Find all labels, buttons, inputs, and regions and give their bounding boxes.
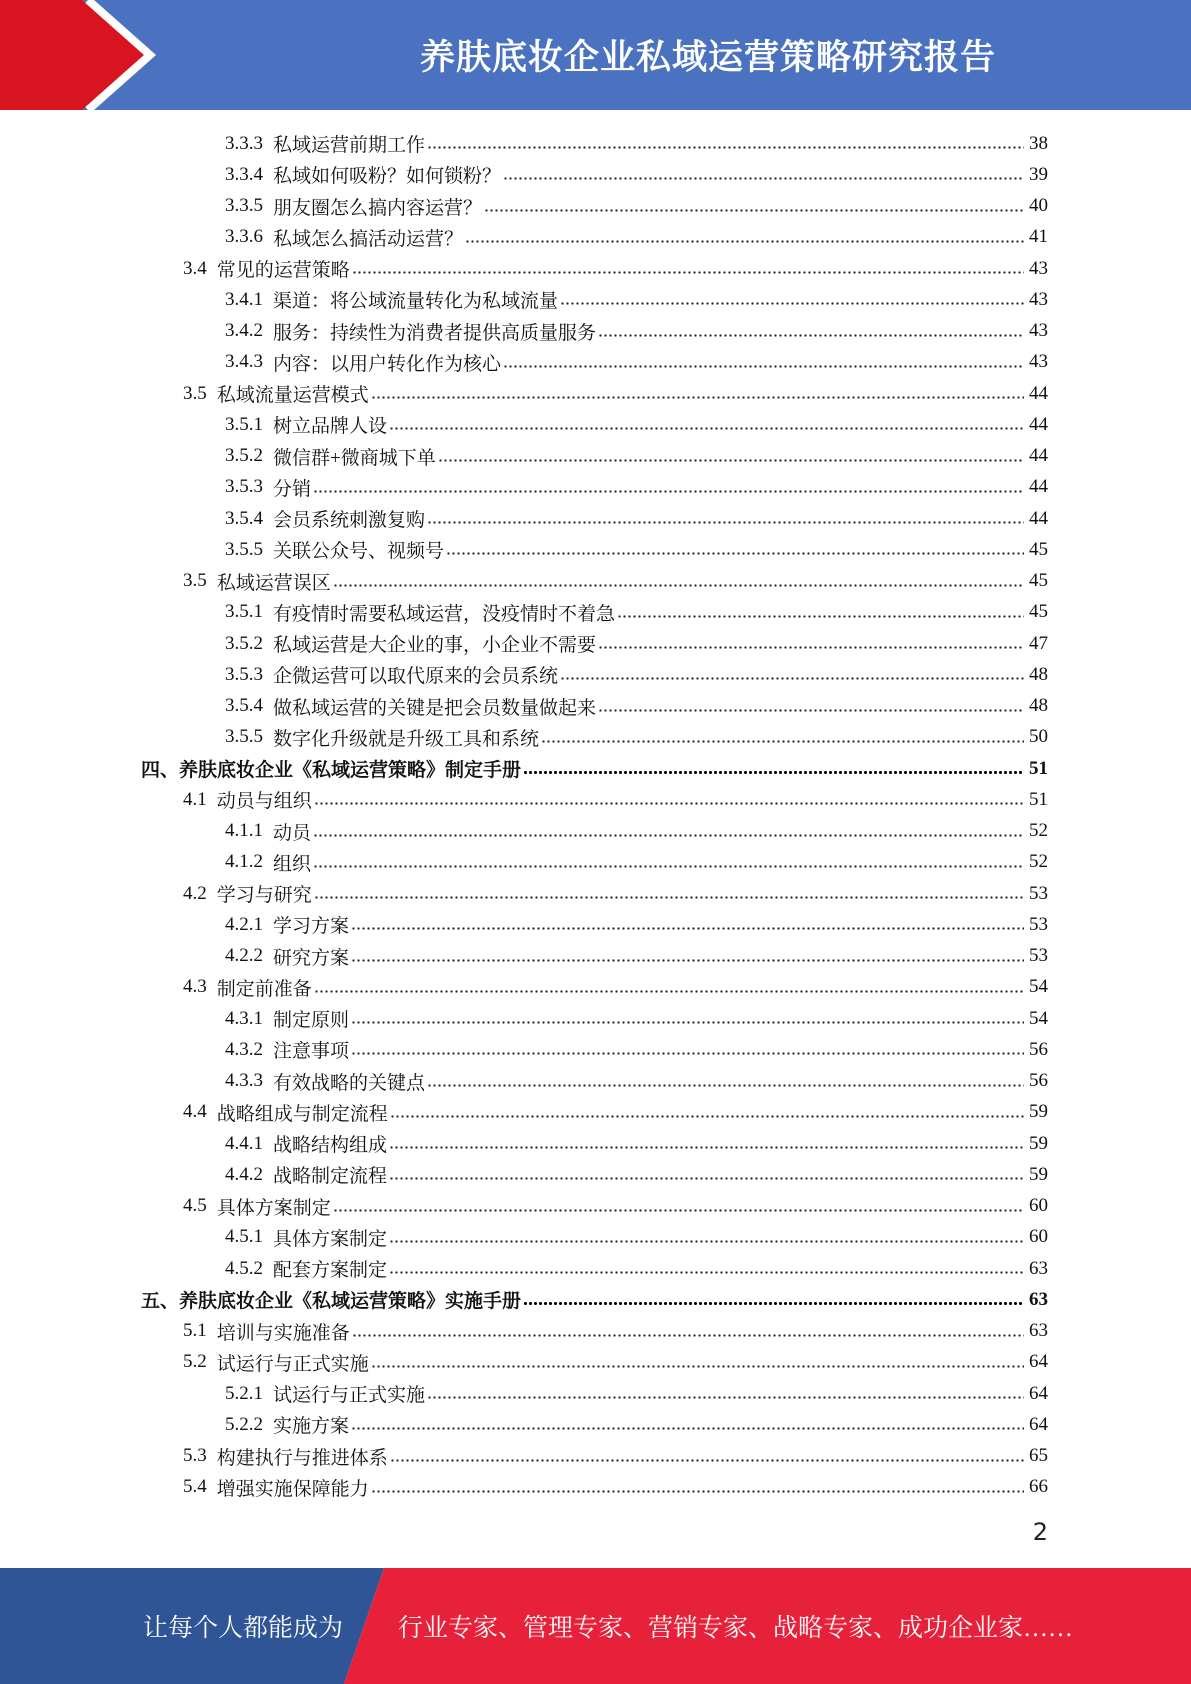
toc-entry-number: 3.5.2 <box>225 632 263 654</box>
toc-entry[interactable] <box>225 316 1048 347</box>
toc-entry-title: 战略组成与制定流程 <box>216 1103 388 1125</box>
toc-entry-title: 试运行与正式实施 <box>216 1353 369 1375</box>
page-number: 2 <box>1032 1518 1048 1546</box>
toc-entry-title: 学习与研究 <box>216 885 312 906</box>
toc-entry-title: 动员 <box>273 822 312 844</box>
footer-slogan-left: 让每个人都能成为 <box>143 1615 344 1642</box>
toc-dot-leader <box>371 395 1024 400</box>
toc-entry-title: 内容：以用户转化作为核心 <box>273 353 502 375</box>
toc-entry[interactable] <box>225 534 1048 565</box>
toc-entry[interactable] <box>225 347 1048 378</box>
toc-entry-number: 4.3.2 <box>225 1038 263 1060</box>
toc-entry-number: 5.3 <box>183 1445 207 1466</box>
toc-entry[interactable] <box>225 284 1048 315</box>
toc-dot-leader <box>313 864 1024 869</box>
toc-entry-number: 3.3.5 <box>225 195 263 216</box>
toc-page-ref: 63 <box>1029 1257 1048 1279</box>
toc-page-ref: 41 <box>1029 226 1048 248</box>
toc-entry-number: 3.4.3 <box>225 351 263 373</box>
toc-entry[interactable] <box>225 628 1048 659</box>
toc-entry-number: 5.1 <box>183 1320 207 1341</box>
toc-entry[interactable] <box>183 1347 1048 1378</box>
toc-dot-leader <box>598 708 1024 713</box>
toc-page-ref: 65 <box>1029 1445 1048 1466</box>
toc-page-ref: 54 <box>1029 1007 1048 1029</box>
toc-entry-title: 有效战略的关键点 <box>273 1072 426 1094</box>
toc-entry-number: 4.1.2 <box>225 851 263 873</box>
toc-entry-number: 4.4.2 <box>225 1163 263 1185</box>
toc-dot-leader <box>351 1051 1024 1056</box>
toc-entry-title: 关联公众号、视频号 <box>273 541 445 563</box>
toc-page-ref: 40 <box>1029 195 1048 216</box>
toc-entry-number: 3.3.4 <box>225 163 263 185</box>
toc-entry-title: 试运行与正式实施 <box>273 1385 426 1406</box>
toc-page-ref: 52 <box>1029 820 1048 841</box>
toc-entry-title: 树立品牌人设 <box>273 416 388 438</box>
toc-page-ref: 45 <box>1029 570 1048 591</box>
toc-entry-number: 3.5.2 <box>225 445 263 466</box>
toc-entry-title: 注意事项 <box>273 1041 350 1063</box>
toc-page-ref: 44 <box>1029 413 1048 435</box>
toc-entry[interactable] <box>225 659 1048 690</box>
toc-entry-title: 会员系统刺激复购 <box>273 510 426 531</box>
page-header <box>0 0 1191 110</box>
toc-entry-title: 朋友圈怎么搞内容运营？ <box>273 197 483 219</box>
toc-entry-number: 4.2 <box>183 882 207 904</box>
toc-dot-leader <box>314 989 1024 994</box>
toc-page-ref: 56 <box>1029 1070 1048 1091</box>
toc-dot-leader <box>427 520 1024 525</box>
toc-page-ref: 60 <box>1029 1195 1048 1216</box>
toc-page-ref: 63 <box>1029 1320 1048 1341</box>
toc-entry[interactable] <box>225 128 1048 159</box>
toc-entry-title: 具体方案制定 <box>273 1228 388 1250</box>
toc-entry-number: 4.2.1 <box>225 913 263 935</box>
toc-entry[interactable] <box>225 222 1048 253</box>
toc-page-ref: 44 <box>1029 445 1048 466</box>
toc-entry[interactable] <box>225 722 1048 753</box>
toc-entry-number: 3.5 <box>183 382 207 404</box>
toc-dot-leader <box>438 458 1024 463</box>
toc-entry-number: 4.2.2 <box>225 945 263 966</box>
toc-page-ref: 51 <box>1029 757 1048 779</box>
toc-dot-leader <box>351 958 1024 963</box>
toc-chapter-entry[interactable] <box>141 753 1048 784</box>
toc-page-ref: 48 <box>1029 695 1048 716</box>
toc-entry-title: 渠道：将公域流量转化为私域流量 <box>273 291 559 313</box>
toc-page-ref: 47 <box>1029 632 1048 654</box>
toc-dot-leader <box>523 770 1024 775</box>
toc-entry-number: 3.5.4 <box>225 695 263 716</box>
toc-entry-title: 私域运营前期工作 <box>273 135 426 156</box>
toc-page-ref: 59 <box>1029 1132 1048 1154</box>
toc-dot-leader <box>389 1176 1024 1181</box>
toc-entry-title: 实施方案 <box>273 1416 350 1438</box>
toc-page-ref: 39 <box>1029 163 1048 185</box>
toc-dot-leader <box>314 895 1024 900</box>
toc-dot-leader <box>560 676 1024 681</box>
toc-entry-number: 4.1 <box>183 788 207 810</box>
toc-entry-title: 做私域运营的关键是把会员数量做起来 <box>273 697 597 719</box>
toc-page-ref: 45 <box>1029 538 1048 560</box>
toc-entry-title: 五、养肤底妆企业《私域运营策略》实施手册 <box>141 1291 522 1313</box>
toc-page-ref: 64 <box>1029 1413 1048 1435</box>
toc-entry[interactable] <box>183 1191 1048 1222</box>
toc-entry[interactable] <box>225 1378 1048 1409</box>
toc-dot-leader <box>352 270 1024 275</box>
toc-entry-number: 5.2 <box>183 1351 207 1373</box>
toc-entry-title: 常见的运营策略 <box>216 260 350 281</box>
toc-entry-title: 组织 <box>273 853 312 875</box>
toc-dot-leader <box>598 333 1024 338</box>
toc-dot-leader <box>427 1083 1024 1088</box>
toc-entry-number: 4.3 <box>183 976 207 998</box>
toc-chapter-entry[interactable] <box>141 1284 1048 1315</box>
toc-entry[interactable] <box>183 878 1048 909</box>
toc-entry[interactable] <box>183 1472 1048 1503</box>
toc-entry[interactable] <box>225 1222 1048 1253</box>
toc-page-ref: 43 <box>1029 257 1048 279</box>
toc-page-ref: 43 <box>1029 288 1048 310</box>
toc-dot-leader <box>389 426 1024 431</box>
toc-entry-title: 学习方案 <box>273 916 350 938</box>
toc-page-ref: 63 <box>1029 1288 1048 1310</box>
toc-entry[interactable] <box>225 816 1048 847</box>
toc-entry-number: 3.5.3 <box>225 476 263 498</box>
page-footer <box>0 1568 1191 1684</box>
toc-page-ref: 64 <box>1029 1351 1048 1373</box>
toc-page-ref: 53 <box>1029 913 1048 935</box>
toc-page-ref: 53 <box>1029 945 1048 966</box>
toc-entry-title: 四、养肤底妆企业《私域运营策略》制定手册 <box>141 760 522 781</box>
toc-dot-leader <box>351 926 1024 931</box>
toc-entry-title: 分销 <box>273 478 312 500</box>
toc-entry-number: 5.4 <box>183 1476 207 1498</box>
toc-page-ref: 45 <box>1029 601 1048 623</box>
toc-dot-leader <box>465 239 1024 244</box>
toc-entry[interactable] <box>225 1128 1048 1159</box>
toc-entry[interactable] <box>183 972 1048 1003</box>
toc-entry-number: 3.5.3 <box>225 663 263 685</box>
toc-page-ref: 44 <box>1029 476 1048 498</box>
toc-dot-leader <box>390 1114 1024 1119</box>
toc-entry-title: 构建执行与推进体系 <box>216 1447 388 1469</box>
toc-dot-leader <box>503 176 1024 181</box>
toc-entry-title: 有疫情时需要私域运营，没疫情时不着急 <box>273 603 616 625</box>
toc-entry-number: 4.5.1 <box>225 1226 263 1248</box>
toc-page-ref: 56 <box>1029 1038 1048 1060</box>
toc-dot-leader <box>371 1489 1024 1494</box>
toc-entry-title: 具体方案制定 <box>216 1197 331 1219</box>
toc-dot-leader <box>523 1301 1024 1306</box>
toc-page-ref: 44 <box>1029 382 1048 404</box>
toc-entry-title: 研究方案 <box>273 947 350 969</box>
toc-entry-number: 4.5 <box>183 1195 207 1216</box>
toc-entry[interactable] <box>225 441 1048 472</box>
toc-page-ref: 64 <box>1029 1382 1048 1404</box>
toc-entry-title: 动员与组织 <box>216 791 312 813</box>
toc-entry-number: 4.1.1 <box>225 820 263 841</box>
toc-dot-leader <box>333 1208 1024 1213</box>
toc-dot-leader <box>598 645 1024 650</box>
toc-entry-title: 服务：持续性为消费者提供高质量服务 <box>273 322 597 344</box>
toc-page-ref: 59 <box>1029 1163 1048 1185</box>
toc-entry-title: 战略制定流程 <box>273 1166 388 1188</box>
toc-entry[interactable] <box>225 503 1048 534</box>
toc-entry-title: 企微运营可以取代原来的会员系统 <box>273 666 559 688</box>
toc-entry[interactable] <box>183 1097 1048 1128</box>
toc-dot-leader <box>446 551 1024 556</box>
toc-entry[interactable] <box>183 378 1048 409</box>
footer-slogan-right: 行业专家、管理专家、营销专家、战略专家、成功企业家…… <box>398 1615 1074 1642</box>
toc-dot-leader <box>389 1270 1024 1275</box>
toc-entry-number: 3.3.3 <box>225 132 263 154</box>
toc-entry[interactable] <box>225 1034 1048 1065</box>
toc-entry-title: 私域运营是大企业的事，小企业不需要 <box>273 635 597 656</box>
toc-dot-leader <box>390 1458 1024 1463</box>
toc-page-ref: 53 <box>1029 882 1048 904</box>
toc-entry-title: 私域如何吸粉？如何锁粉？ <box>273 166 502 188</box>
toc-page-ref: 59 <box>1029 1101 1048 1123</box>
toc-page-ref: 50 <box>1029 726 1048 748</box>
toc-page-ref: 38 <box>1029 132 1048 154</box>
toc-entry-title: 私域运营误区 <box>216 572 331 594</box>
toc-dot-leader <box>389 1145 1024 1150</box>
toc-entry[interactable] <box>225 159 1048 190</box>
toc-entry-number: 3.5.5 <box>225 726 263 748</box>
toc-entry-number: 4.3.3 <box>225 1070 263 1091</box>
toc-entry-number: 4.4 <box>183 1101 207 1123</box>
toc-entry-number: 4.4.1 <box>225 1132 263 1154</box>
toc-page-ref: 54 <box>1029 976 1048 998</box>
toc-page-ref: 66 <box>1029 1476 1048 1498</box>
toc-entry-title: 增强实施保障能力 <box>216 1478 369 1500</box>
toc-entry-title: 制定前准备 <box>216 978 312 1000</box>
toc-entry[interactable] <box>183 1441 1048 1472</box>
toc-page-ref: 60 <box>1029 1226 1048 1248</box>
toc-page-ref: 43 <box>1029 351 1048 373</box>
toc-dot-leader <box>313 489 1024 494</box>
toc-entry[interactable] <box>183 566 1048 597</box>
toc-entry[interactable] <box>225 1066 1048 1097</box>
toc-page-ref: 43 <box>1029 320 1048 341</box>
toc-entry[interactable] <box>225 1253 1048 1284</box>
toc-entry-number: 4.3.1 <box>225 1007 263 1029</box>
toc-entry[interactable] <box>225 472 1048 503</box>
toc-entry-number: 3.5.5 <box>225 538 263 560</box>
toc-entry-number: 3.5.1 <box>225 413 263 435</box>
toc-entry-number: 5.2.2 <box>225 1413 263 1435</box>
toc-entry-title: 培训与实施准备 <box>216 1322 350 1344</box>
toc-entry-title: 数字化升级就是升级工具和系统 <box>273 728 540 750</box>
toc-entry-title: 私域怎么搞活动运营？ <box>273 228 464 250</box>
toc-dot-leader <box>313 833 1024 838</box>
toc-entry-number: 3.4 <box>183 257 207 279</box>
toc-entry[interactable] <box>183 1316 1048 1347</box>
toc-entry[interactable] <box>225 847 1048 878</box>
toc-entry[interactable] <box>225 909 1048 940</box>
toc-dot-leader <box>541 739 1024 744</box>
toc-entry[interactable] <box>225 691 1048 722</box>
toc-dot-leader <box>503 364 1024 369</box>
toc-entry-number: 3.5 <box>183 570 207 591</box>
toc-entry-number: 3.4.2 <box>225 320 263 341</box>
toc-dot-leader <box>371 1364 1024 1369</box>
toc-entry[interactable] <box>225 1409 1048 1440</box>
toc-dot-leader <box>314 801 1024 806</box>
toc-entry[interactable] <box>225 1003 1048 1034</box>
document-title: 养肤底妆企业私域运营策略研究报告 <box>419 38 996 78</box>
toc-dot-leader <box>617 614 1024 619</box>
toc-entry[interactable] <box>225 941 1048 972</box>
toc-dot-leader <box>352 1333 1024 1338</box>
toc-entry-number: 3.4.1 <box>225 288 263 310</box>
toc-entry[interactable] <box>225 1159 1048 1190</box>
toc-entry-title: 私域流量运营模式 <box>216 385 369 406</box>
toc-dot-leader <box>560 301 1024 306</box>
toc-entry-number: 3.3.6 <box>225 226 263 248</box>
toc-dot-leader <box>389 1239 1024 1244</box>
toc-page-ref: 52 <box>1029 851 1048 873</box>
toc-entry-title: 制定原则 <box>273 1010 350 1031</box>
toc-entry-title: 战略结构组成 <box>273 1135 388 1156</box>
toc-dot-leader <box>484 208 1024 213</box>
toc-dot-leader <box>351 1426 1024 1431</box>
toc-entry-number: 4.5.2 <box>225 1257 263 1279</box>
toc-dot-leader <box>427 1395 1024 1400</box>
toc-dot-leader <box>427 145 1024 150</box>
toc-entry[interactable] <box>183 784 1048 815</box>
toc-entry-title: 配套方案制定 <box>273 1260 388 1281</box>
toc-entry-title: 微信群+微商城下单 <box>273 447 436 469</box>
toc-entry[interactable] <box>225 409 1048 440</box>
toc-entry[interactable] <box>225 597 1048 628</box>
toc-entry[interactable] <box>183 253 1048 284</box>
toc-entry-number: 3.5.1 <box>225 601 263 623</box>
toc-page-ref: 48 <box>1029 663 1048 685</box>
toc-entry-number: 3.5.4 <box>225 507 263 529</box>
toc-dot-leader <box>333 583 1024 588</box>
toc-entry-number: 5.2.1 <box>225 1382 263 1404</box>
toc-entry[interactable] <box>225 191 1048 222</box>
toc-page-ref: 44 <box>1029 507 1048 529</box>
toc-dot-leader <box>351 1020 1024 1025</box>
toc-page-ref: 51 <box>1029 788 1048 810</box>
